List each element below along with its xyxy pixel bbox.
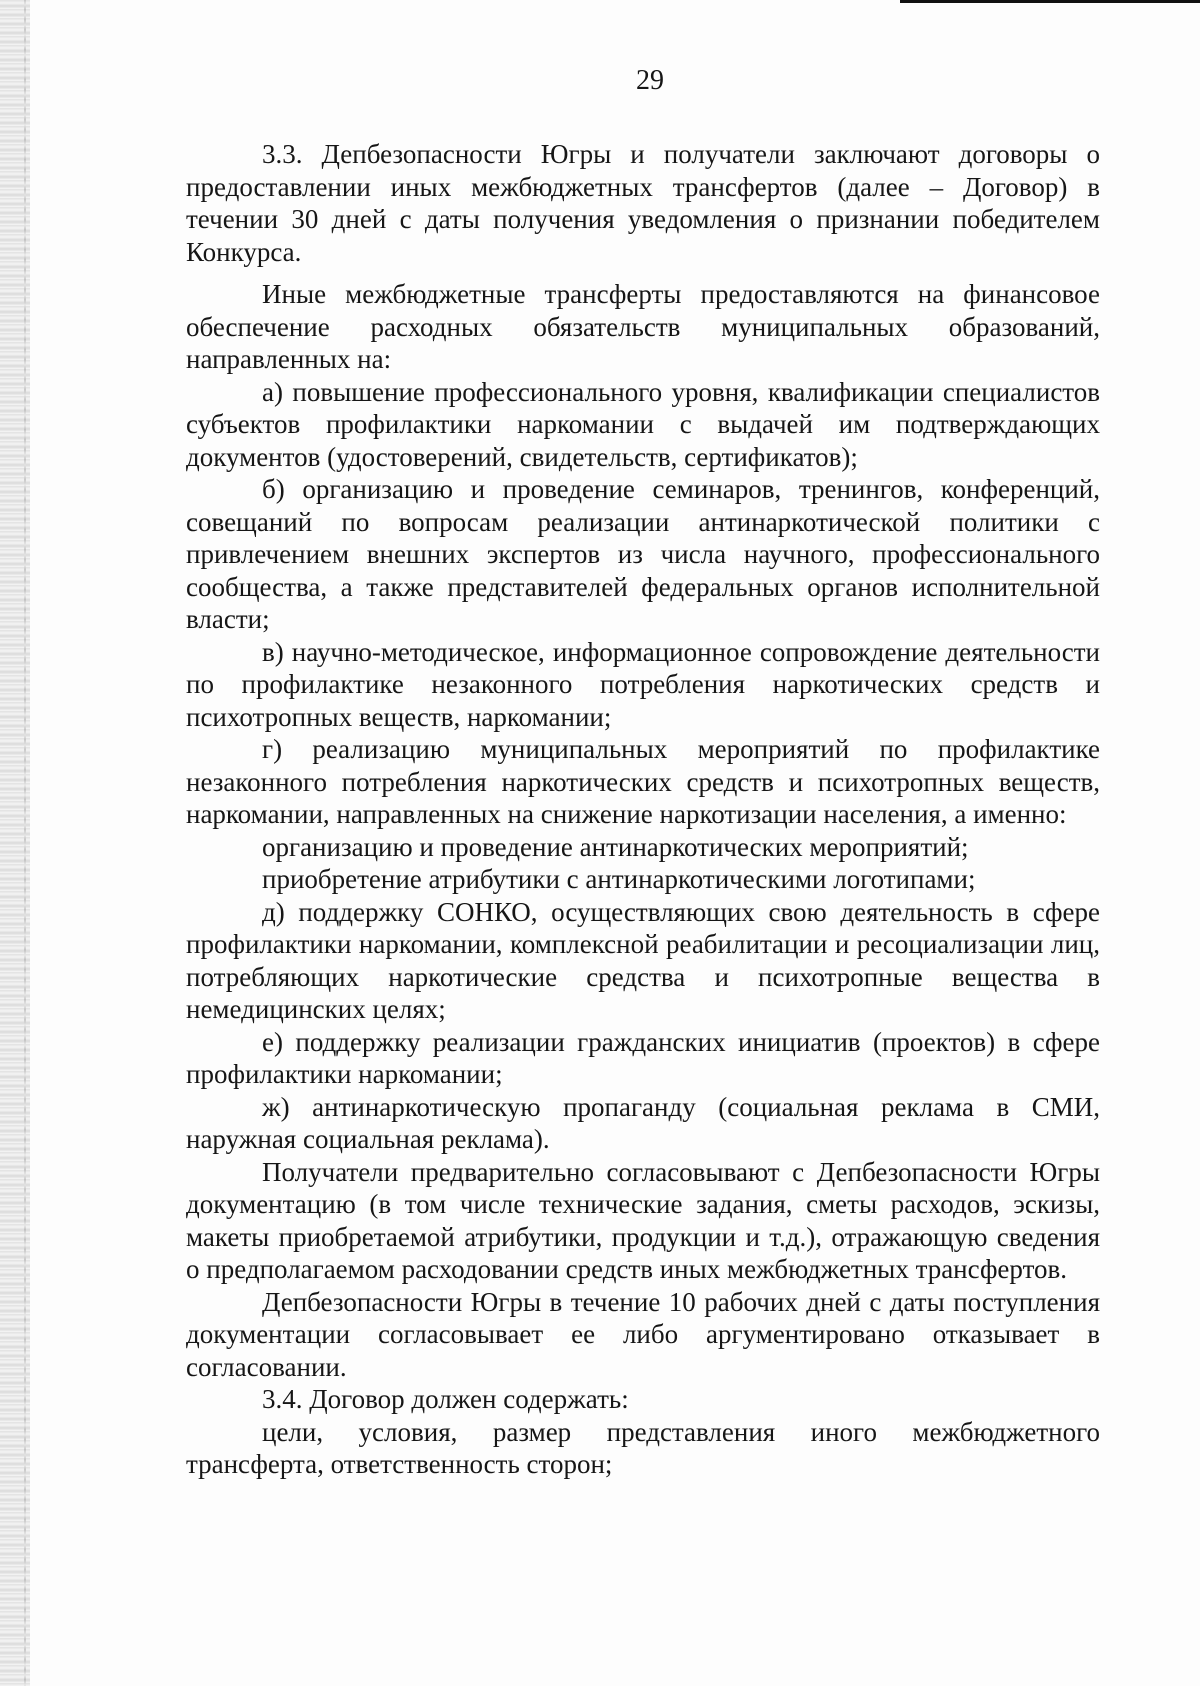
paragraph-attributes: приобретение атрибутики с антинаркотическими логотипами; (262, 864, 976, 894)
paragraph-gap (186, 268, 1100, 278)
page-number: 29 (636, 65, 664, 96)
paragraph-item-a: а) повышение профессионального уровня, квалификации специалистов субъектов профилактики наркомании с выдачей им подтверждающих документов (удостоверений, свидетельств, сертификатов); (186, 376, 1100, 472)
paragraph-item-b: б) организацию и проведение семинаров, тренингов, конференций, совещаний по вопросам реализации антинаркотической политики с привлечением внешних экспертов из числа научного, профессионального сообщества, а также представителей федеральных органов исполнительной власти; (186, 474, 1100, 634)
paragraph-contract-content: цели, условия, размер представления иного межбюджетного трансферта, ответственность сторон; (186, 1416, 1100, 1479)
document-body (186, 138, 1100, 1481)
paragraph-3-3: 3.3. Депбезопасности Югры и получатели заключают договоры о предоставлении иных межбюджетных трансфертов (далее – Договор) в течении 30 дней с даты получения уведомления о признании победителем Конкурса. (186, 139, 1100, 267)
paragraph-item-zh: ж) антинаркотическую пропаганду (социальная реклама в СМИ, наружная социальная реклама). (186, 1091, 1100, 1154)
paragraph-antinarcotic-events: организацию и проведение антинаркотических мероприятий; (262, 831, 969, 862)
paragraph-ten-working-days: Депбезопасности Югры в течение 10 рабочих дней с даты поступления документации согласовывает ее либо аргументировано отказывает в согласовании. (186, 1286, 1100, 1382)
paragraph-item-d: д) поддержку СОНКО, осуществляющих свою деятельность в сфере профилактики наркомании, комплексной реабилитации и ресоциализации лиц, потребляющих наркотические средства и психотропные вещества в немедицинских целях; (186, 896, 1100, 1024)
paragraph-item-v: в) научно-методическое, информационное сопровождение деятельности по профилактике незаконного потребления наркотических средств и психотропных веществ, наркомании; (186, 636, 1100, 732)
paragraph-documentation-approval: Получатели предварительно согласовывают с Депбезопасности Югры документацию (в том числе технические задания, сметы расходов, эскизы, макеты приобретаемой атрибутики, продукции и т.д.), отражающую сведения о предполагаемом расходовании средств иных межбюджетных трансфертов. (186, 1156, 1100, 1284)
paragraph-3-4: 3.4. Договор должен содержать: (262, 1384, 629, 1414)
paragraph-interbudget-transfers: Иные межбюджетные трансферты предоставляются на финансовое обеспечение расходных обязательств муниципальных образований, направленных на: (186, 279, 1100, 374)
paragraph-item-e: е) поддержку реализации гражданских инициатив (проектов) в сфере профилактики наркомании; (186, 1026, 1100, 1089)
paragraph-item-g: г) реализацию муниципальных мероприятий по профилактике незаконного потребления наркотических средств и психотропных веществ, наркомании, направленных на снижение наркотизации населения, а именно: (186, 734, 1100, 829)
